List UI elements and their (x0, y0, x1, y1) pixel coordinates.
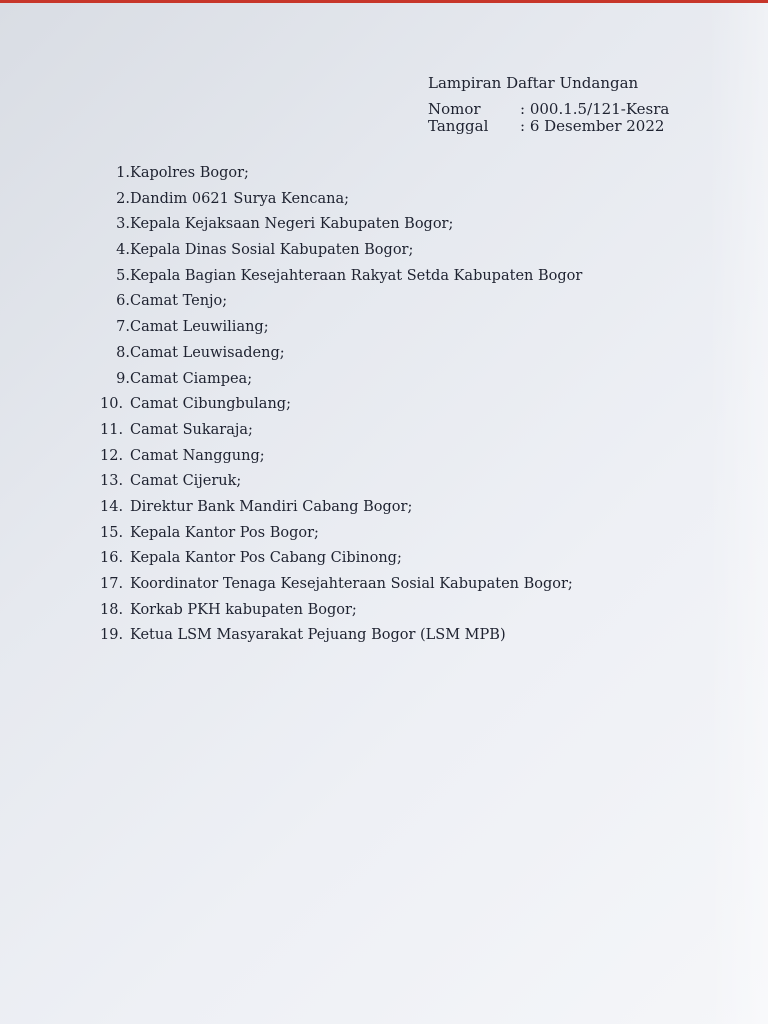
list-item-number: 19. (100, 627, 124, 644)
list-item-text: Camat Leuwiliang; (130, 319, 269, 336)
list-item-number: 3. (116, 216, 130, 233)
list-item-text: Kepala Kantor Pos Cabang Cibinong; (130, 550, 402, 567)
list-item (100, 546, 660, 572)
list-item-number: 8. (116, 344, 130, 361)
list-item-text: Camat Leuwisadeng; (130, 344, 285, 361)
list-item-number: 16. (100, 550, 124, 567)
list-item (100, 341, 660, 367)
list-item-number: 2. (116, 190, 130, 207)
document-header (428, 75, 728, 135)
attachment-title: Lampiran Daftar Undangan (428, 74, 639, 92)
list-item-number: 18. (100, 601, 124, 618)
list-item (100, 572, 660, 598)
list-item (100, 289, 660, 315)
list-item (100, 444, 660, 470)
list-item-number: 10. (100, 396, 124, 413)
list-item-number: 9. (116, 370, 130, 387)
list-item-text: Camat Sukaraja; (130, 421, 253, 438)
list-item-number: 14. (100, 498, 124, 515)
list-item (100, 238, 660, 264)
list-item-number: 13. (100, 473, 124, 490)
nomor-row (428, 101, 728, 118)
list-item-text: Camat Ciampea; (130, 370, 253, 387)
list-item-number: 4. (116, 242, 130, 259)
list-item (100, 469, 660, 495)
list-item (100, 212, 660, 238)
list-item-number: 1. (116, 165, 130, 181)
list-item-text: Camat Tenjo; (130, 293, 228, 310)
list-item (100, 418, 660, 444)
list-item-number: 15. (100, 524, 124, 541)
invitation-list (100, 161, 660, 649)
list-item (100, 315, 660, 341)
list-item (100, 161, 660, 187)
nomor-label: Nomor (428, 100, 481, 118)
list-item-text: Direktur Bank Mandiri Cabang Bogor; (130, 498, 413, 515)
list-item-text: Dandim 0621 Surya Kencana; (130, 190, 350, 207)
list-item-text: Camat Nanggung; (130, 447, 265, 464)
list-item-text: Ketua LSM Masyarakat Pejuang Bogor (LSM MPB) (130, 627, 506, 644)
list-item-text: Kepala Dinas Sosial Kabupaten Bogor; (130, 242, 414, 259)
tanggal-label: Tanggal (428, 117, 489, 135)
list-item (100, 264, 660, 290)
list-item-number: 11. (100, 421, 124, 438)
list-item-text: Kepala Kejaksaan Negeri Kabupaten Bogor; (130, 216, 454, 233)
document-page (0, 3, 768, 1024)
list-item (100, 495, 660, 521)
list-item-text: Korkab PKH kabupaten Bogor; (130, 601, 357, 618)
list-item-text: Koordinator Tenaga Kesejahteraan Sosial Kabupaten Bogor; (130, 576, 573, 592)
list-item-number: 7. (116, 319, 130, 336)
list-item-text: Camat Cijeruk; (130, 473, 242, 490)
tanggal-value: : 6 Desember 2022 (520, 117, 665, 135)
tanggal-row (428, 118, 728, 135)
list-item-number: 6. (116, 293, 130, 310)
list-item-text: Camat Cibungbulang; (130, 396, 291, 413)
list-item-number: 17. (100, 576, 124, 592)
list-item (100, 392, 660, 418)
list-item-text: Kepala Kantor Pos Bogor; (130, 524, 319, 541)
list-item (100, 367, 660, 393)
list-item-text: Kepala Bagian Kesejahteraan Rakyat Setda Kabupaten Bogor (130, 267, 583, 284)
list-item-number: 5. (116, 267, 130, 284)
nomor-value: : 000.1.5/121-Kesra (520, 100, 670, 118)
list-item (100, 623, 660, 649)
list-item-text: Kapolres Bogor; (130, 165, 249, 181)
list-item (100, 521, 660, 547)
list-item (100, 187, 660, 213)
list-item-number: 12. (100, 447, 124, 464)
list-item (100, 598, 660, 624)
